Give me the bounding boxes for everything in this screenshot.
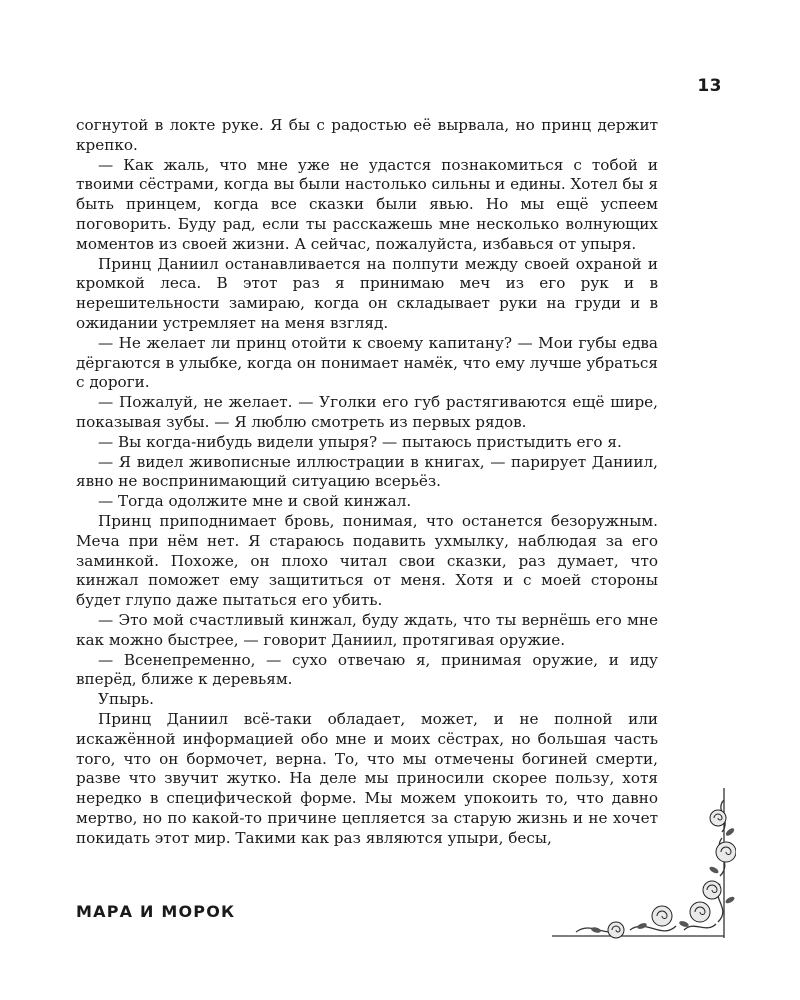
rose-vine-ornament-icon <box>546 780 736 945</box>
paragraph-4: — Не желает ли принц отойти к своему капитану? — Мои губы едва дёргаются в улыбке, когда он понимает намёк, что ему лучше убраться с дороги. <box>76 333 658 392</box>
paragraph-12: Упырь. <box>98 690 155 709</box>
paragraph-11: — Всенепременно, — сухо отвечаю я, принимая оружие, и иду вперёд, ближе к деревьям. <box>76 650 658 689</box>
paragraph-1: согнутой в локте руке. Я бы с радостью её вырвала, но принц держит крепко. <box>76 116 658 154</box>
paragraph-6: — Вы когда-нибудь видели упыря? — пытаюсь пристыдить его я. <box>98 432 622 451</box>
paragraph-10: — Это мой счастливый кинжал, буду ждать, что ты вернёшь его мне как можно быстрее, — говорит Даниил, протягивая оружие. <box>76 610 658 649</box>
paragraph-3: Принц Даниил останавливается на полпути между своей охраной и кромкой леса. В этот раз я принимаю меч из его рук и в нерешительности замираю, когда он складывает руки на груди и в ожидании устремляет на меня взгляд. <box>76 254 658 332</box>
paragraph-7: — Я видел живописные иллюстрации в книгах, — парирует Даниил, явно не воспринимающий ситуацию всерьёз. <box>76 452 658 491</box>
paragraph-9: Принц приподнимает бровь, понимая, что останется безоружным. Меча при нём нет. Я стараюсь подавить ухмылку, наблюдая за его заминкой. Похоже, он плохо читал свои сказки, раз думает, что кинжал поможет ему защититься от меня. Хотя и с моей стороны будет глупо даже пытаться его убить. <box>76 511 658 610</box>
body-text <box>76 116 658 848</box>
paragraph-8: — Тогда одолжите мне и свой кинжал. <box>98 492 412 511</box>
page-number: 13 <box>697 76 722 96</box>
paragraph-13: Принц Даниил всё-таки обладает, может, и не полной или искажённой информацией обо мне и моих сёстрах, но большая часть того, что он бормочет, верна. То, что мы отмечены богиней смерти, разве что звучит жутко. На деле мы приносили скорее пользу, хотя нередко в специфической форме. Мы можем упокоить то, что давно мертво, но по какой-то причине цепляется за старую жизнь и не хочет покидать этот мир. Такими как раз являются упыри, бесы, <box>76 709 658 847</box>
paragraph-5: — Пожалуй, не желает. — Уголки его губ растягиваются ещё шире, показывая зубы. — Я люблю смотреть из первых рядов. <box>76 393 658 431</box>
running-footer-title: МАРА И МОРОК <box>76 902 236 921</box>
paragraph-2: — Как жаль, что мне уже не удастся познакомиться с тобой и твоими сёстрами, когда вы были настолько сильны и едины. Хотел бы я быть принцем, когда все сказки были явью. Но мы ещё успеем поговорить. Буду рад, если ты расскажешь мне несколько волнующих моментов из своей жизни. А сейчас, пожалуйста, избавься от упыря. <box>76 155 658 253</box>
